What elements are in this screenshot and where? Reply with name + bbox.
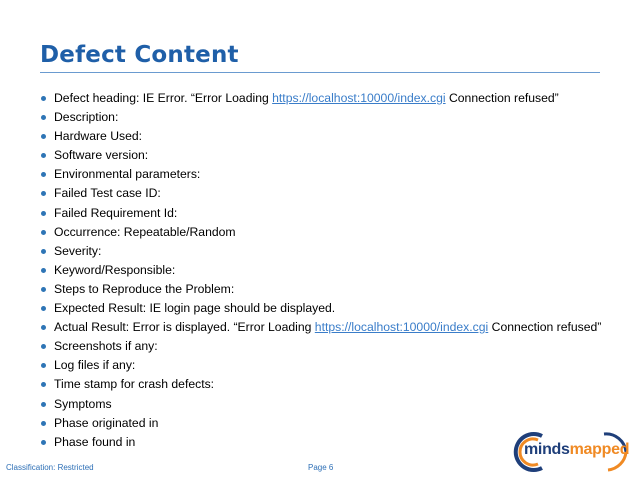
bullet-item	[40, 261, 630, 280]
bullet-text: Failed Test case ID:	[54, 186, 161, 201]
bullet-dot-icon	[41, 325, 46, 330]
bullet-text: Severity:	[54, 243, 102, 258]
bullet-item	[40, 318, 630, 337]
bullet-dot-icon	[41, 153, 46, 158]
bullet-text: Environmental parameters:	[54, 167, 201, 182]
bullet-dot-icon	[41, 191, 46, 196]
bullet-text: Software version:	[54, 148, 149, 163]
bullet-text: Phase originated in	[54, 415, 159, 430]
logo-wordmark	[524, 441, 629, 459]
bullet-dot-icon	[41, 268, 46, 273]
bullet-text: Log files if any:	[54, 358, 136, 373]
bullet-text: Occurrence: Repeatable/Random	[54, 224, 236, 239]
bullet-text: Failed Requirement Id:	[54, 205, 178, 220]
bullet-dot-icon	[41, 402, 46, 407]
bullet-link[interactable]: https://localhost:10000/index.cgi	[272, 91, 446, 105]
bullet-dot-icon	[41, 382, 46, 387]
bullet-item	[40, 127, 630, 146]
bullet-text: Phase found in	[54, 434, 136, 449]
bullet-item	[40, 280, 630, 299]
bullet-dot-icon	[41, 96, 46, 101]
bullet-dot-icon	[41, 134, 46, 139]
bullet-item	[40, 89, 630, 108]
logo-text-minds: minds	[524, 441, 570, 458]
bullet-item	[40, 146, 630, 165]
bullet-text-suffix: Connection refused”	[488, 320, 602, 335]
bullet-text: Keyword/Responsible:	[54, 262, 176, 277]
bullet-text: Time stamp for crash defects:	[54, 377, 215, 392]
bullet-text: Steps to Reproduce the Problem:	[54, 281, 235, 296]
mindsmapped-logo	[508, 430, 630, 472]
logo-text-mapped: mapped	[569, 441, 630, 458]
slide-title: Defect Content	[40, 42, 239, 68]
bullet-item	[40, 184, 630, 203]
bullet-dot-icon	[41, 115, 46, 120]
bullet-dot-icon	[41, 230, 46, 235]
bullet-text: Actual Result: Error is displayed. “Error Loading	[54, 320, 315, 335]
bullet-text: Symptoms	[54, 396, 112, 411]
bullet-text: Hardware Used:	[54, 129, 143, 144]
bullet-item	[40, 356, 630, 375]
bullet-text: Screenshots if any:	[54, 339, 158, 354]
bullet-item	[40, 204, 630, 223]
title-divider	[40, 72, 600, 73]
bullet-dot-icon	[41, 306, 46, 311]
bullet-dot-icon	[41, 421, 46, 426]
bullet-item	[40, 337, 630, 356]
bullet-link[interactable]: https://localhost:10000/index.cgi	[314, 320, 489, 335]
bullet-dot-icon	[41, 440, 46, 445]
bullet-item	[40, 165, 630, 184]
classification-label: Classification: Restricted	[6, 463, 94, 472]
bullet-list	[40, 89, 630, 452]
page-number: Page 6	[308, 463, 334, 472]
bullet-text: Description:	[54, 110, 119, 125]
bullet-item	[40, 108, 630, 127]
bullet-text: Expected Result: IE login page should be displayed.	[54, 301, 336, 316]
bullet-dot-icon	[41, 172, 46, 177]
bullet-item	[40, 299, 630, 318]
bullet-dot-icon	[41, 363, 46, 368]
bullet-dot-icon	[41, 249, 46, 254]
bullet-dot-icon	[41, 211, 46, 216]
bullet-item	[40, 223, 630, 242]
bullet-item	[40, 242, 630, 261]
bullet-text-suffix: Connection refused”	[445, 91, 559, 105]
bullet-dot-icon	[41, 344, 46, 349]
bullet-item	[40, 395, 630, 414]
bullet-item	[40, 375, 630, 394]
bullet-text: Defect heading: IE Error. “Error Loading	[54, 91, 273, 105]
bullet-dot-icon	[41, 287, 46, 292]
